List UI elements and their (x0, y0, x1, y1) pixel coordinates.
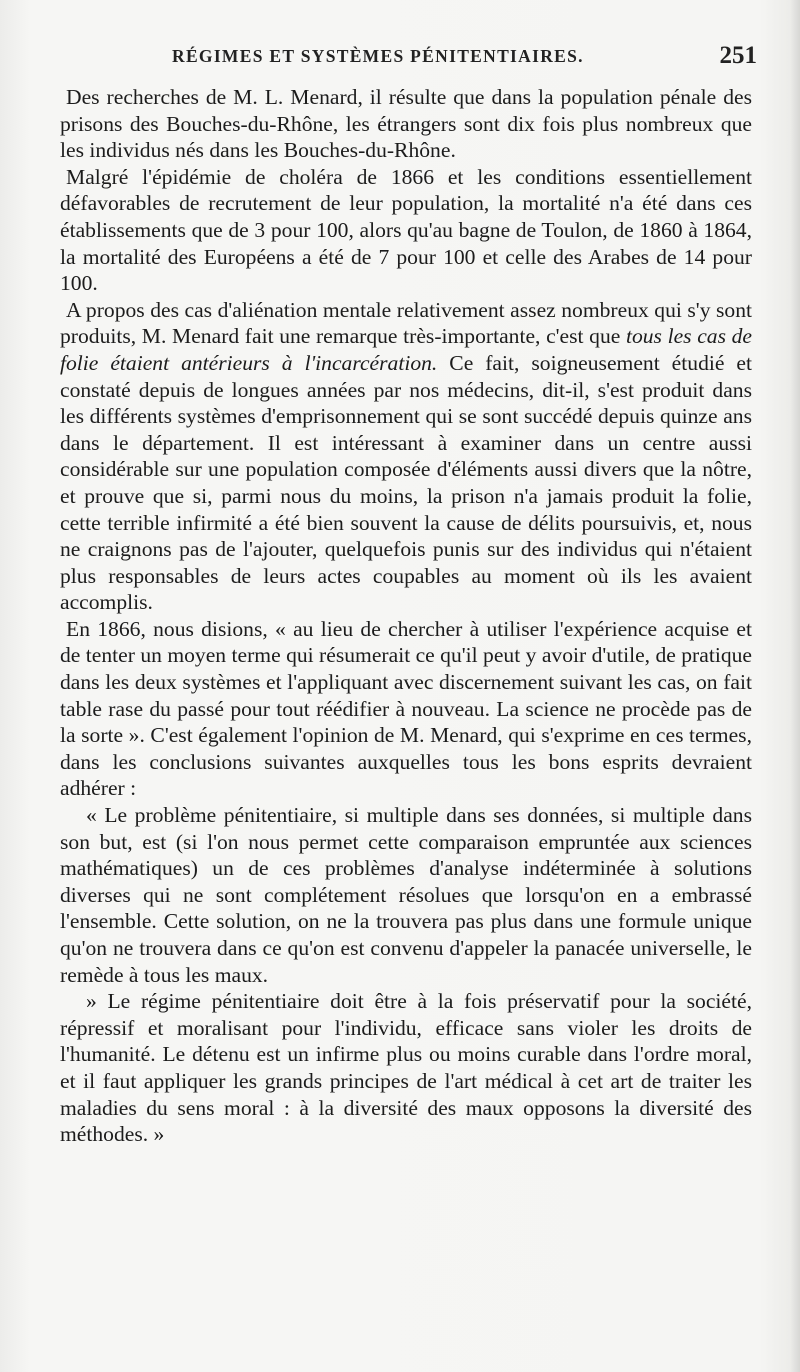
paragraph-5: « Le problème pénitentiaire, si multiple dans ses données, si multiple dans son but, est (si l'on nous permet cette comparaison empruntée aux sciences mathématiques) un de ces problèmes d'analyse indéterminée à solutions diverses qui ne sont complétement résolues que lorsqu'on en a embrassé l'ensemble. Cette solution, on ne la trouvera pas plus dans une formule unique qu'on ne trouvera dans ce qu'on est convenu d'appeler la panacée universelle, le remède à tous les maux. (60, 803, 752, 987)
paragraph-3-text-cont: Ce fait, soigneusement étudié et constaté depuis de longues années par nos médecins, dit-il, s'est produit dans les différents systèmes d'emprisonnement qui se sont succédé depuis quinze ans dans le département. Il est intéressant à examiner dans un centre aussi considérable sur une population composée d'éléments aussi divers que la nôtre, et prouve que si, parmi nous du moins, la prison n'a jamais produit la folie, cette terrible infirmité a été bien souvent la cause de délits poursuivis, et, nous ne craignons pas de l'ajouter, quelquefois punis sur des individus qui n'étaient plus responsables de leurs actes coupables au moment où ils les avaient accomplis. (60, 350, 752, 615)
page-edge-shadow (790, 0, 800, 1372)
page-header (172, 42, 757, 76)
paragraph-1: Des recherches de M. L. Menard, il résulte que dans la population pénale des prisons des Bouches-du-Rhône, les étrangers sont dix fois plus nombreux que les individus nés dans les Bouches-du-Rhône. (60, 85, 752, 163)
paragraph-2: Malgré l'épidémie de choléra de 1866 et les conditions essentiellement défavorables de recrutement de leur population, la mortalité n'a été dans ces établissements que de 3 pour 100, alors qu'au bagne de Toulon, de 1860 à 1864, la mortalité des Européens a été de 7 pour 100 et celle des Arabes de 14 pour 100. (60, 164, 752, 296)
page-number: 251 (719, 42, 757, 69)
body-text (60, 84, 752, 1148)
paragraph-3 (60, 297, 752, 616)
italic-quote: tous les cas de folie étaient antérieurs à l'incarcération. (60, 324, 752, 375)
paragraph-3-text: A propos des cas d'aliénation mentale relativement assez nombreux qui s'y sont produits, M. Menard fait une remarque très-importante, c'est que (60, 297, 752, 349)
paragraph-4: En 1866, nous disions, « au lieu de chercher à utiliser l'expérience acquise et de tenter un moyen terme qui résumerait ce qu'il peut y avoir d'utile, de pratique dans les deux systèmes et l'appliquant avec discernement suivant les cas, on fait table rase du passé pour tout réédifier à nouveau. La science ne procède pas de la sorte ». C'est également l'opinion de M. Menard, qui s'exprime en ces termes, dans les conclusions suivantes auxquelles tous les bons esprits devraient adhérer : (60, 616, 752, 801)
paragraph-6: » Le régime pénitentiaire doit être à la fois préservatif pour la société, répressif et moralisant pour l'individu, efficace sans violer les droits de l'humanité. Le détenu est un infirme plus ou moins curable dans l'ordre moral, et il faut appliquer les grands principes de l'art médical à cet art de traiter les maladies du sens moral : à la diversité des maux opposons la diversité des méthodes. » (60, 989, 752, 1147)
running-head: RÉGIMES ET SYSTÈMES PÉNITENTIAIRES. (172, 46, 584, 66)
